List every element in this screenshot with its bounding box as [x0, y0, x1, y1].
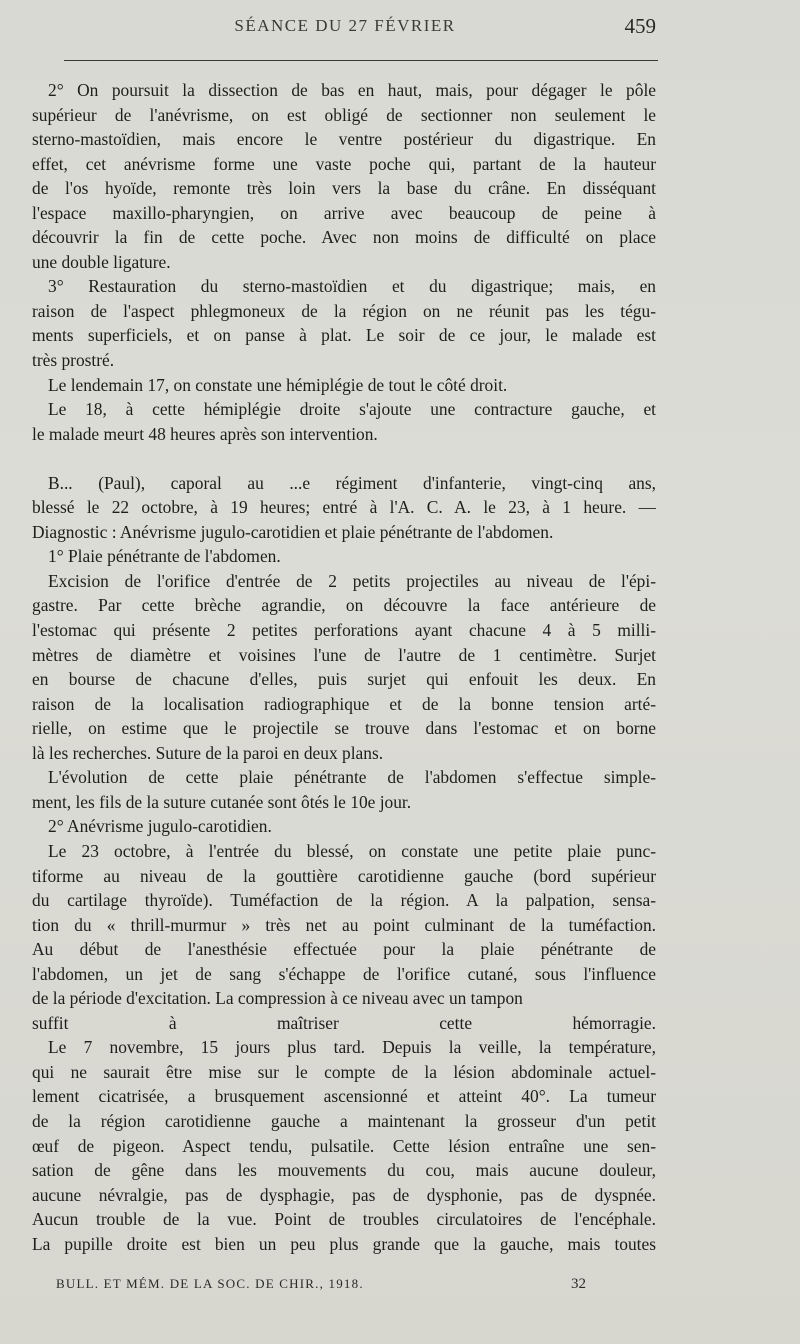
text-line: raison de l'aspect phlegmoneux de la région on ne réunit pas les tégu- [32, 300, 656, 321]
text-line: lement cicatrisée, a brusquement ascensionné et atteint 40°. La tumeur [32, 1086, 656, 1107]
text-line: là les recherches. Suture de la paroi en deux plans. [32, 742, 384, 763]
text-line: tion du « thrill-murmur » très net au point culminant de la tuméfaction. [32, 914, 656, 935]
text-line: en bourse de chacune d'elles, puis surjet qui enfouit les deux. En [32, 669, 656, 690]
text-line: de l'os hyoïde, remonte très loin vers la base du crâne. En disséquant [32, 178, 656, 199]
text-line: ment, les fils de la suture cutanée sont ôtés le 10e jour. [32, 791, 412, 812]
text-line: l'estomac qui présente 2 petites perforations ayant chacune 4 à 5 milli- [32, 620, 656, 641]
text-line: blessé le 22 octobre, à 19 heures; entré à l'A. C. A. le 23, à 1 heure. — [32, 497, 656, 518]
page-footer [56, 1276, 586, 1298]
text-line: effet, cet anévrisme forme une vaste poche qui, partant de la hauteur [32, 153, 656, 174]
text-line: Au début de l'anesthésie effectuée pour la plaie pénétrante de [32, 939, 656, 960]
text-line: B... (Paul), caporal au ...e régiment d'infanterie, vingt-cinq ans, [48, 472, 656, 493]
text-line: l'abdomen, un jet de sang s'échappe de l'orifice cutané, sous l'influence [32, 963, 656, 984]
text-line: suffit à maîtriser cette hémorragie. [32, 1012, 656, 1033]
text-line: 2° On poursuit la dissection de bas en haut, mais, pour dégager le pôle [48, 80, 656, 100]
text-line: 1° Plaie pénétrante de l'abdomen. [48, 546, 281, 567]
text-line: mètres de diamètre et voisines l'une de l'autre de 1 centimètre. Surjet [32, 644, 656, 665]
text-line: Le 18, à cette hémiplégie droite s'ajoute une contracture gauche, et [48, 399, 656, 420]
text-line: Excision de l'orifice d'entrée de 2 petits projectiles au niveau de l'épi- [48, 570, 656, 591]
text-line: 3° Restauration du sterno-mastoïdien et du digastrique; mais, en [48, 276, 656, 297]
text-line: de la région carotidienne gauche a maintenant la grosseur d'un petit [32, 1110, 656, 1131]
text-line: supérieur de l'anévrisme, on est obligé de sectionner non seulement le [32, 104, 656, 125]
text-line: sterno-mastoïdien, mais encore le ventre postérieur du digastrique. En [32, 129, 656, 150]
text-line: le malade meurt 48 heures après son intervention. [32, 423, 378, 444]
text-line: du cartilage thyroïde). Tuméfaction de la région. A la palpation, sensa- [32, 890, 656, 911]
text-line: l'espace maxillo-pharyngien, on arrive avec beaucoup de peine à [32, 202, 656, 223]
text-line: qui ne saurait être mise sur le compte de la lésion abdominale actuel- [32, 1061, 656, 1082]
text-line: Aucun trouble de la vue. Point de troubles circulatoires de l'encéphale. [32, 1209, 656, 1230]
text-line: Diagnostic : Anévrisme jugulo-carotidien et plaie pénétrante de l'abdomen. [32, 521, 554, 542]
signature-mark: 32 [571, 1276, 586, 1292]
body-text [32, 78, 656, 1256]
text-line: ments superficiels, et on panse à plat. Le soir de ce jour, le malade est [32, 325, 656, 346]
journal-reference: BULL. ET MÉM. DE LA SOC. DE CHIR., 1918. [56, 1276, 364, 1291]
text-line: 2° Anévrisme jugulo-carotidien. [48, 816, 272, 837]
text-line: une double ligature. [32, 251, 171, 272]
page-number: 459 [624, 14, 656, 38]
text-line: La pupille droite est bien un peu plus grande que la gauche, mais toutes [32, 1233, 656, 1254]
text-line: L'évolution de cette plaie pénétrante de l'abdomen s'effectue simple- [48, 767, 656, 788]
running-title: SÉANCE DU 27 FÉVRIER [234, 16, 456, 35]
text-line: de la période d'excitation. La compression à ce niveau avec un tampon [32, 988, 523, 1009]
text-line: aucune névralgie, pas de dysphagie, pas de dysphonie, pas de dyspnée. [32, 1184, 656, 1205]
text-line: œuf de pigeon. Aspect tendu, pulsatile. Cette lésion entraîne une sen- [32, 1135, 656, 1156]
text-line: très prostré. [32, 350, 115, 371]
text-line: rielle, on estime que le projectile se trouve dans l'estomac et on borne [32, 718, 656, 739]
text-line: gastre. Par cette brèche agrandie, on découvre la face antérieure de [32, 595, 656, 616]
text-line: Le 7 novembre, 15 jours plus tard. Depuis la veille, la température, [48, 1037, 656, 1058]
text-line: raison de la localisation radiographique et de la bonne tension arté- [32, 693, 656, 714]
text-line: découvrir la fin de cette poche. Avec non moins de difficulté on place [32, 227, 656, 248]
page-header [34, 14, 656, 48]
text-line: Le lendemain 17, on constate une hémiplégie de tout le côté droit. [48, 374, 508, 395]
header-rule [64, 60, 658, 61]
paragraph-gap [32, 446, 656, 471]
text-line: sation de gêne dans les mouvements du cou, mais aucune douleur, [32, 1160, 656, 1181]
text-line: tiforme au niveau de la gouttière carotidienne gauche (bord supérieur [32, 865, 656, 886]
text-line: Le 23 octobre, à l'entrée du blessé, on constate une petite plaie punc- [48, 840, 656, 861]
